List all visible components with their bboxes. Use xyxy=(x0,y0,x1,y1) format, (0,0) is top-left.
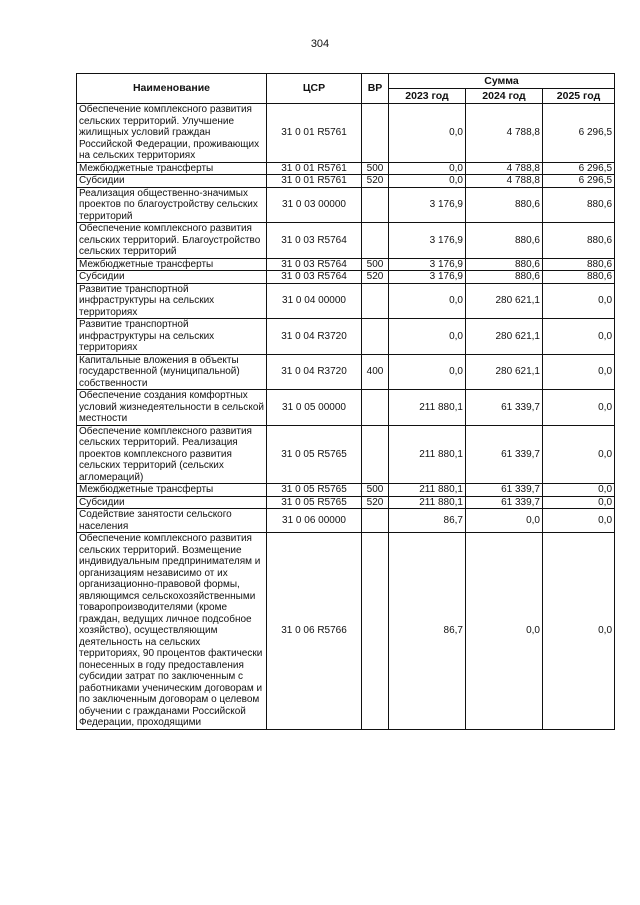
row-csr: 31 0 03 R5764 xyxy=(267,271,362,284)
row-2025: 0,0 xyxy=(543,533,615,730)
row-2024: 0,0 xyxy=(466,533,543,730)
table-row xyxy=(77,258,615,271)
row-2024: 61 339,7 xyxy=(466,496,543,509)
row-2023: 3 176,9 xyxy=(389,223,466,259)
row-csr: 31 0 06 00000 xyxy=(267,509,362,533)
table-row xyxy=(77,162,615,175)
table-row xyxy=(77,319,615,355)
row-2025: 6 296,5 xyxy=(543,175,615,188)
row-2025: 0,0 xyxy=(543,390,615,426)
row-name: Обеспечение комплексного развития сельских территорий. Улучшение жилищных условий граждан Российской Федерации, проживающих на сельских территориях xyxy=(77,104,267,163)
row-csr: 31 0 01 R5761 xyxy=(267,162,362,175)
row-vr: 400 xyxy=(362,354,389,390)
row-2025: 6 296,5 xyxy=(543,104,615,163)
page-number: 304 xyxy=(310,38,330,50)
row-2023: 0,0 xyxy=(389,104,466,163)
row-name: Межбюджетные трансферты xyxy=(77,484,267,497)
table-row xyxy=(77,223,615,259)
row-2024: 280 621,1 xyxy=(466,319,543,355)
header-name: Наименование xyxy=(77,74,267,104)
row-vr xyxy=(362,104,389,163)
row-2024: 4 788,8 xyxy=(466,162,543,175)
table-row xyxy=(77,187,615,223)
row-2023: 0,0 xyxy=(389,162,466,175)
row-name: Развитие транспортной инфраструктуры на сельских территориях xyxy=(77,283,267,319)
row-name: Реализация общественно-значимых проектов по благоустройству сельских территорий xyxy=(77,187,267,223)
header-year-2025: 2025 год xyxy=(543,89,615,104)
row-csr: 31 0 03 00000 xyxy=(267,187,362,223)
table-row xyxy=(77,283,615,319)
row-2025: 0,0 xyxy=(543,319,615,355)
row-2024: 4 788,8 xyxy=(466,175,543,188)
row-vr: 500 xyxy=(362,162,389,175)
row-2025: 0,0 xyxy=(543,283,615,319)
row-name: Развитие транспортной инфраструктуры на сельских территориях xyxy=(77,319,267,355)
table-row xyxy=(77,390,615,426)
row-name: Субсидии xyxy=(77,175,267,188)
row-2025: 880,6 xyxy=(543,271,615,284)
row-2023: 3 176,9 xyxy=(389,258,466,271)
row-vr: 520 xyxy=(362,175,389,188)
row-name: Обеспечение комплексного развития сельских территорий. Реализация проектов комплексного развития сельских территорий (сельских агломераций) xyxy=(77,425,267,484)
row-name: Субсидии xyxy=(77,271,267,284)
row-2025: 880,6 xyxy=(543,258,615,271)
table-row xyxy=(77,533,615,730)
row-2023: 211 880,1 xyxy=(389,484,466,497)
row-2025: 0,0 xyxy=(543,425,615,484)
table-row xyxy=(77,175,615,188)
row-vr xyxy=(362,319,389,355)
row-vr xyxy=(362,509,389,533)
header-vr: ВР xyxy=(362,74,389,104)
row-name: Межбюджетные трансферты xyxy=(77,258,267,271)
table-row xyxy=(77,496,615,509)
row-2024: 880,6 xyxy=(466,223,543,259)
table-row xyxy=(77,509,615,533)
row-vr: 500 xyxy=(362,484,389,497)
row-2023: 3 176,9 xyxy=(389,271,466,284)
header-csr: ЦСР xyxy=(267,74,362,104)
row-vr xyxy=(362,187,389,223)
row-name: Обеспечение комплексного развития сельских территорий. Возмещение индивидуальным предпринимателям и организациям независимо от их организационно-правовой формы, являющимся сельскохозяйственными товаропроизводителями (кроме граждан, ведущих личное подсобное хозяйство), осуществляющим деятельность на сельских территориях, 90 процентов фактически понесенных в году предоставления субсидии затрат по заключенным с работниками ученическим договорам и по заключенным договорам о целевом обучении с гражданами Российской Федерации, проходящими xyxy=(77,533,267,730)
row-csr: 31 0 03 R5764 xyxy=(267,258,362,271)
row-2025: 880,6 xyxy=(543,223,615,259)
row-vr: 520 xyxy=(362,496,389,509)
row-2025: 0,0 xyxy=(543,354,615,390)
row-2024: 0,0 xyxy=(466,509,543,533)
row-name: Содействие занятости сельского населения xyxy=(77,509,267,533)
row-csr: 31 0 05 R5765 xyxy=(267,496,362,509)
row-2024: 61 339,7 xyxy=(466,390,543,426)
row-2024: 280 621,1 xyxy=(466,354,543,390)
row-2023: 0,0 xyxy=(389,319,466,355)
budget-table xyxy=(76,73,615,730)
row-2025: 0,0 xyxy=(543,484,615,497)
row-2023: 211 880,1 xyxy=(389,425,466,484)
row-name: Межбюджетные трансферты xyxy=(77,162,267,175)
row-2024: 4 788,8 xyxy=(466,104,543,163)
row-2024: 880,6 xyxy=(466,258,543,271)
row-vr: 500 xyxy=(362,258,389,271)
table-row xyxy=(77,354,615,390)
row-2023: 86,7 xyxy=(389,533,466,730)
row-name: Обеспечение комплексного развития сельских территорий. Благоустройство сельских территорий xyxy=(77,223,267,259)
row-2025: 6 296,5 xyxy=(543,162,615,175)
row-2025: 0,0 xyxy=(543,509,615,533)
header-sum: Сумма xyxy=(389,74,615,89)
row-vr xyxy=(362,425,389,484)
header-year-2023: 2023 год xyxy=(389,89,466,104)
row-csr: 31 0 06 R5766 xyxy=(267,533,362,730)
row-name: Субсидии xyxy=(77,496,267,509)
table-row xyxy=(77,425,615,484)
row-csr: 31 0 05 R5765 xyxy=(267,425,362,484)
row-2024: 61 339,7 xyxy=(466,484,543,497)
header-year-2024: 2024 год xyxy=(466,89,543,104)
row-vr xyxy=(362,533,389,730)
row-2023: 211 880,1 xyxy=(389,496,466,509)
row-2023: 3 176,9 xyxy=(389,187,466,223)
row-2023: 86,7 xyxy=(389,509,466,533)
row-csr: 31 0 03 R5764 xyxy=(267,223,362,259)
row-2023: 0,0 xyxy=(389,175,466,188)
row-2024: 880,6 xyxy=(466,187,543,223)
row-csr: 31 0 04 00000 xyxy=(267,283,362,319)
row-name: Обеспечение создания комфортных условий жизнедеятельности в сельской местности xyxy=(77,390,267,426)
row-2024: 61 339,7 xyxy=(466,425,543,484)
row-2025: 880,6 xyxy=(543,187,615,223)
row-csr: 31 0 01 R5761 xyxy=(267,104,362,163)
row-vr xyxy=(362,390,389,426)
row-csr: 31 0 01 R5761 xyxy=(267,175,362,188)
row-2025: 0,0 xyxy=(543,496,615,509)
row-vr xyxy=(362,283,389,319)
row-csr: 31 0 04 R3720 xyxy=(267,319,362,355)
row-csr: 31 0 05 R5765 xyxy=(267,484,362,497)
row-name: Капитальные вложения в объекты государственной (муниципальной) собственности xyxy=(77,354,267,390)
row-csr: 31 0 05 00000 xyxy=(267,390,362,426)
row-2023: 211 880,1 xyxy=(389,390,466,426)
row-2023: 0,0 xyxy=(389,283,466,319)
row-vr xyxy=(362,223,389,259)
row-2023: 0,0 xyxy=(389,354,466,390)
row-2024: 280 621,1 xyxy=(466,283,543,319)
table-row xyxy=(77,271,615,284)
row-2024: 880,6 xyxy=(466,271,543,284)
row-csr: 31 0 04 R3720 xyxy=(267,354,362,390)
row-vr: 520 xyxy=(362,271,389,284)
table-row xyxy=(77,484,615,497)
table-row xyxy=(77,104,615,163)
